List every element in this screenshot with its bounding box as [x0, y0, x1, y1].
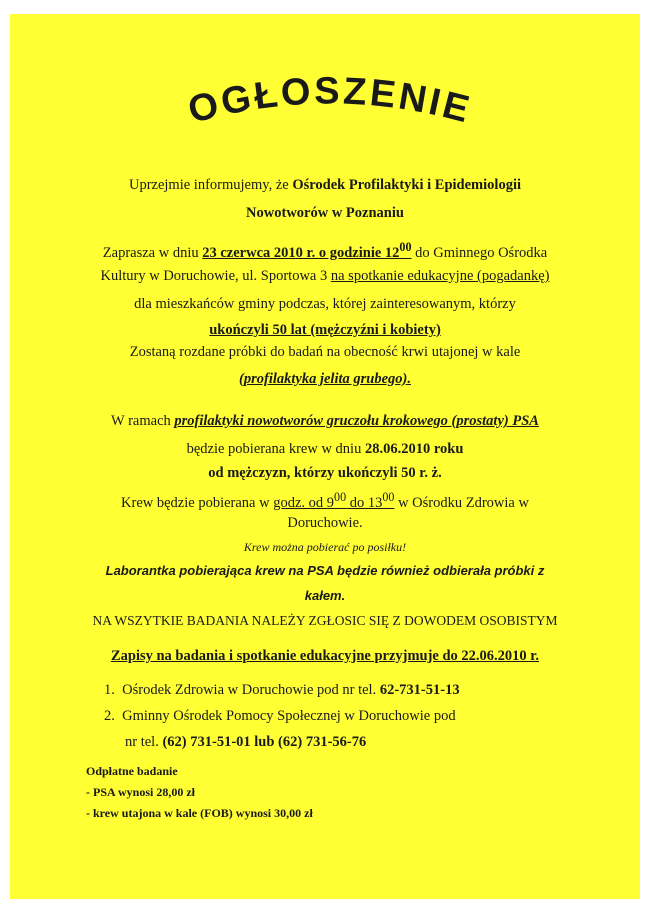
invite-line-2 — [0, 268, 650, 285]
invite-line-3: dla mieszkańców gminy podczas, której zainteresowanym, którzy — [134, 296, 516, 312]
psa-hours-text: Krew będzie pobierana w — [121, 494, 274, 511]
contact-2-cont — [125, 734, 366, 751]
contact-2-phones: (62) 731-51-01 lub (62) 731-56-76 — [162, 734, 367, 750]
contact-1-text: Ośrodek Zdrowia w Doruchowie pod nr tel. — [122, 682, 380, 698]
psa-date: 28.06.2010 roku — [364, 441, 464, 457]
event-date: 23 czerwca 2010 r. o godzinie 12 — [202, 244, 400, 261]
psa-location: w Ośrodku Zdrowia w — [394, 494, 529, 511]
psa-hours-to: do 13 — [346, 494, 383, 511]
psa-intro: W ramach — [111, 413, 175, 429]
fee-psa: - PSA wynosi 28,00 zł — [86, 785, 196, 799]
contact-1-phone: 62-731-51-13 — [379, 682, 460, 698]
meal-note: Krew można pobierać po posiłku! — [243, 540, 407, 554]
title-arc — [150, 70, 510, 150]
invite-text: Zaprasza w dniu — [102, 244, 203, 261]
contact-2-label: nr tel. — [125, 734, 163, 750]
fee-fob: - krew utajona w kale (FOB) wynosi 30,00 zł — [86, 806, 313, 820]
lab-note-2: kałem. — [304, 588, 346, 603]
psa-line-1 — [0, 413, 650, 430]
psa-hours-from: godz. od 9 — [273, 494, 335, 511]
contact-2 — [104, 708, 456, 725]
venue-address: Kultury w Doruchowie, ul. Sportowa 3 — [100, 268, 331, 284]
invite-venue: do Gminnego Ośrodka — [411, 244, 548, 261]
sup-from: 00 — [334, 490, 347, 504]
org-name: Ośrodek Profilaktyki i Epidemiologii — [292, 177, 522, 193]
registration-deadline: Zapisy na badania i spotkanie edukacyjne przyjmuje do 22.06.2010 r. — [110, 648, 540, 664]
psa-line-3: od mężczyzn, którzy ukończyli 50 r. ż. — [208, 465, 442, 481]
psa-text: będzie pobierana krew w dniu — [186, 441, 365, 457]
psa-program: profilaktyki nowotworów gruczołu krokowego (prostaty) PSA — [174, 413, 539, 429]
psa-line-4 — [0, 490, 650, 512]
contact-1 — [104, 682, 460, 699]
colon-prophylaxis: (profilaktyka jelita grubego). — [239, 371, 411, 387]
contact-1-num: 1. — [104, 682, 115, 698]
intro-text: Uprzejmie informujemy, że — [128, 177, 293, 193]
event-time-sup: 00 — [399, 240, 412, 254]
meeting-type: na spotkanie edukacyjne (pogadankę) — [330, 268, 550, 284]
lab-note-1: Laborantka pobierająca krew na PSA będzie również odbierała próbki z — [105, 563, 545, 578]
page-title: OGŁOSZENIE — [184, 70, 477, 132]
sup-to: 00 — [382, 490, 395, 504]
invite-line-1 — [0, 240, 650, 262]
intro-line-1 — [0, 177, 650, 194]
psa-line-2 — [0, 441, 650, 458]
psa-line-5: Doruchowie. — [287, 515, 363, 531]
contact-2-num: 2. — [104, 708, 115, 724]
age-requirement: ukończyli 50 lat (mężczyźni i kobiety) — [209, 322, 441, 338]
svg-text:OGŁOSZENIE — [184, 70, 476, 131]
fees-heading: Odpłatne badanie — [86, 764, 178, 778]
intro-line-2: Nowotworów w Poznaniu — [246, 205, 404, 221]
invite-line-5: Zostaną rozdane próbki do badań na obecność krwi utajonej w kale — [129, 344, 521, 360]
contact-2-text: Gminny Ośrodek Pomocy Społecznej w Doruchowie pod — [122, 708, 456, 724]
id-notice: NA WSZYTKIE BADANIA NALEŻY ZGŁOSIC SIĘ Z DOWODEM OSOBISTYM — [92, 613, 558, 628]
